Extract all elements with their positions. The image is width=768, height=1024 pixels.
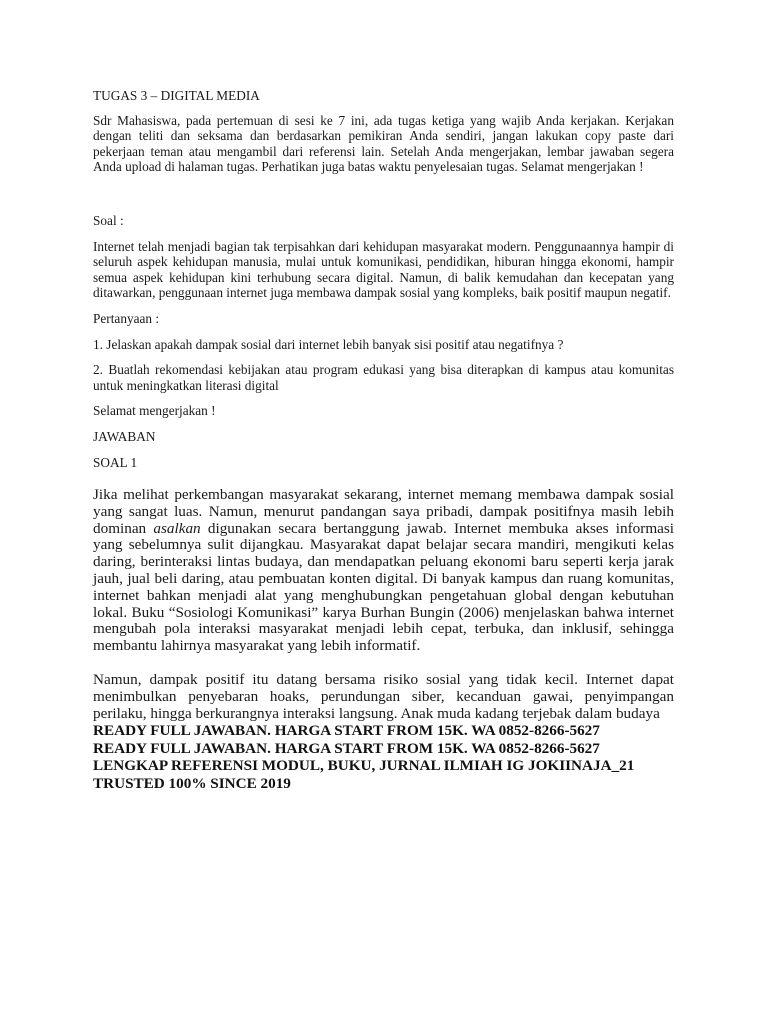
pertanyaan-label: Pertanyaan :: [93, 310, 160, 326]
promo-line-1: READY FULL JAWABAN. HARGA START FROM 15K. WA 0852-8266-5627: [93, 722, 600, 740]
answer-paragraph-2: Namun, dampak positif itu datang bersama risiko sosial yang tidak kecil. Internet dapat menimbulkan penyebaran hoaks, perundungan siber, kecanduan gawai, penyimpangan perilaku, hingga berkurangnya interaksi langsung. Anak muda kadang terjebak dalam budaya: [93, 671, 674, 722]
soal-label: Soal :: [93, 212, 124, 228]
answer-p1-italic: asalkan: [153, 519, 201, 537]
promo-line-2: READY FULL JAWABAN. HARGA START FROM 15K. WA 0852-8266-5627: [93, 739, 600, 757]
document-title: TUGAS 3 – DIGITAL MEDIA: [93, 88, 260, 103]
intro-paragraph: Sdr Mahasiswa, pada pertemuan di sesi ke 7 ini, ada tugas ketiga yang wajib Anda kerjakan. Kerjakan dengan teliti dan seksama dan berdasarkan pemikiran Anda sendiri, jangan lakukan copy paste dari pekerjaan teman atau mengambil dari referensi lain. Setelah Anda mengerjakan, lembar jawaban segera Anda upload di halaman tugas. Perhatikan juga batas waktu penyelesaian tugas. Selamat mengerjakan !: [93, 112, 674, 175]
document-page: [93, 88, 674, 792]
answer-paragraph-1: [93, 487, 674, 655]
answer-p1-text-end: digunakan secara bertanggung jawab. Internet membuka akses informasi yang sebelumnya sulit dijangkau. Masyarakat dapat belajar secara mandiri, mengikuti kelas daring, berinteraksi lintas budaya, dan mendapatkan peluang ekonomi baru seperti kerja jarak jauh, jual beli daring, atau pembuatan konten digital. Di banyak kampus dan ruang komunitas, internet bahkan menjadi alat yang menghubungkan pengetahuan global dengan kebutuhan lokal. Buku “Sosiologi Komunikasi” karya Burhan Bungin (2006) menjelaskan bahwa internet mengubah pola interaksi masyarakat menjadi lebih cepat, terbuka, dan inklusif, sehingga membantu lahirnya masyarakat yang lebih informatif.: [93, 519, 675, 655]
soal-1-label: SOAL 1: [93, 454, 138, 470]
question-paragraph: Internet telah menjadi bagian tak terpisahkan dari kehidupan masyarakat modern. Penggunaannya hampir di seluruh aspek kehidupan manusia, mulai untuk komunikasi, pendidikan, hiburan hingga ekonomi, hampir semua aspek kehidupan kini terhubung secara digital. Namun, di balik kemudahan dan kecepatan yang ditawarkan, penggunaan internet juga membawa dampak sosial yang kompleks, baik positif maupun negatif.: [93, 238, 674, 301]
question-2: 2. Buatlah rekomendasi kebijakan atau program edukasi yang bisa diterapkan di kampus atau komunitas untuk meningkatkan literasi digital: [93, 362, 674, 393]
jawaban-label: JAWABAN: [93, 428, 156, 444]
question-1: 1. Jelaskan apakah dampak sosial dari internet lebih banyak sisi positif atau negatifnya ?: [93, 336, 564, 352]
answer-p1-text-start: Jika melihat perkembangan masyarakat sekarang, internet memang membawa dampak sosial yang sangat luas. Namun, menurut pandangan saya pribadi, dampak positifnya masih lebih dominan: [93, 486, 674, 537]
promo-line-3: LENGKAP REFERENSI MODUL, BUKU, JURNAL ILMIAH IG JOKIINAJA_21: [93, 757, 635, 775]
closing-text: Selamat mengerjakan !: [93, 403, 216, 419]
promo-line-4: TRUSTED 100% SINCE 2019: [93, 774, 291, 792]
